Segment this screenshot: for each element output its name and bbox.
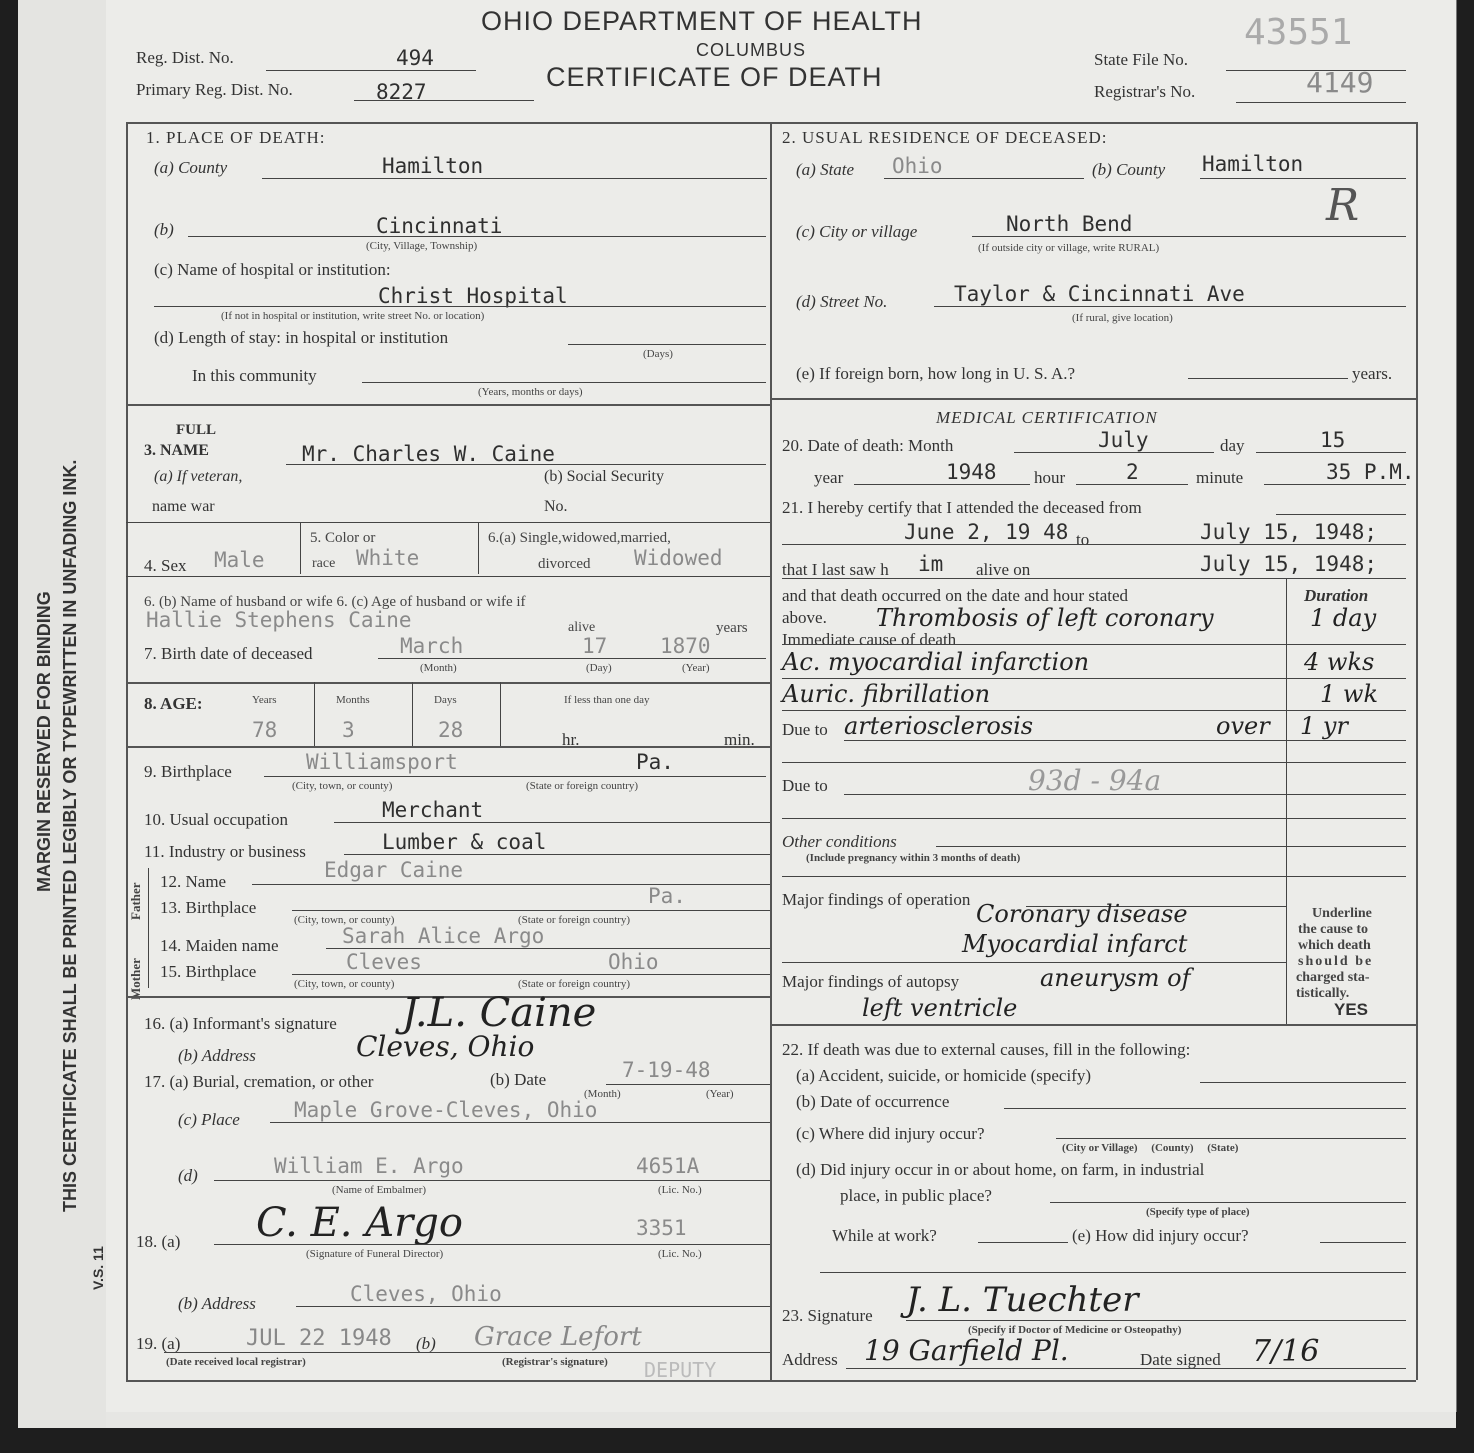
veteran-label: (a) If veteran, xyxy=(154,468,243,485)
mother-birth-label: 15. Birthplace xyxy=(160,962,257,981)
industry-value: Lumber & coal xyxy=(382,830,547,854)
color-marital-divider xyxy=(478,522,479,574)
certificate-form xyxy=(106,0,1457,1412)
operation-line-2 xyxy=(782,962,1286,963)
industry-line xyxy=(344,854,770,855)
age-divider-1 xyxy=(314,682,315,746)
age-years-label: Years xyxy=(252,694,277,706)
age-months: 3 xyxy=(342,718,355,742)
embalmer-line xyxy=(214,1180,770,1181)
burial-label: 17. (a) Burial, cremation, or other xyxy=(144,1072,374,1091)
embalmer-name: William E. Argo xyxy=(274,1154,464,1178)
father-tag: Father xyxy=(128,882,143,920)
death-hour-label: hour xyxy=(1034,468,1066,487)
age-days-label: Days xyxy=(434,694,457,706)
due-to-label-1: Due to xyxy=(782,720,828,739)
external-d-2: place, in public place? xyxy=(840,1186,992,1205)
medical-heading: MEDICAL CERTIFICATION xyxy=(936,408,1158,427)
name-war-label: name war xyxy=(152,498,215,515)
registrar-b-label: (b) xyxy=(416,1334,436,1353)
hospital-label: (c) Name of hospital or institution: xyxy=(154,260,391,279)
death-city-hint: (City, Village, Township) xyxy=(366,240,478,252)
res-street-hint: (If rural, give location) xyxy=(1072,312,1173,324)
operation-finding-2: Myocardial infarct xyxy=(962,930,1188,958)
father-name-label: 12. Name xyxy=(160,872,227,891)
binding-margin-text: MARGIN RESERVED FOR BINDING xyxy=(34,591,54,892)
duration-2: 4 wks xyxy=(1304,648,1375,676)
spouse-years-label: years xyxy=(716,620,748,636)
registrar-signature: Grace Lefort xyxy=(474,1322,642,1352)
death-county-value: Hamilton xyxy=(382,154,484,178)
color-label-2: race xyxy=(312,556,336,571)
res-state-line xyxy=(884,178,1084,179)
external-e: (e) How did injury occur? xyxy=(1072,1226,1249,1245)
father-birth-state: Pa. xyxy=(648,884,686,908)
funeral-signature: C. E. Argo xyxy=(256,1200,463,1246)
primary-reg-label: Primary Reg. Dist. No. xyxy=(136,80,293,99)
res-street-line xyxy=(934,306,1406,307)
other-line-2 xyxy=(782,876,1406,877)
autopsy-label: Major findings of autopsy xyxy=(782,972,960,991)
date-signed-label: Date signed xyxy=(1140,1350,1221,1369)
occupation-value: Merchant xyxy=(382,798,484,822)
cause-3: Auric. fibrillation xyxy=(782,680,991,708)
date-signed: 7/16 xyxy=(1252,1334,1320,1369)
external-b: (b) Date of occurrence xyxy=(796,1092,950,1111)
reg-dist-value: 494 xyxy=(396,46,434,70)
registrar-value: 4149 xyxy=(1306,66,1374,99)
binding-margin xyxy=(18,0,106,1428)
external-e-line-2 xyxy=(820,1272,1406,1273)
res-street-value: Taylor & Cincinnati Ave xyxy=(954,282,1245,306)
death-county-label: (a) County xyxy=(154,158,228,177)
external-c-line xyxy=(1056,1138,1406,1139)
above-label: above. xyxy=(782,608,827,627)
father-birth-line xyxy=(292,910,770,911)
res-city-hint: (If outside city or village, write RURAL) xyxy=(978,242,1160,254)
underline-note-c: which death xyxy=(1298,938,1371,953)
funeral-address-label: (b) Address xyxy=(178,1294,256,1313)
immediate-label: Immediate cause of death xyxy=(782,630,957,649)
birthplace-city: Williamsport xyxy=(306,750,458,774)
birthplace-state: Pa. xyxy=(636,750,674,774)
cause-4: arteriosclerosis xyxy=(844,712,1034,740)
stay-label: (d) Length of stay: in hospital or institution xyxy=(154,328,449,347)
form-right-border xyxy=(1416,122,1418,1380)
res-years-label: years. xyxy=(1352,364,1393,383)
deceased-name: Mr. Charles W. Caine xyxy=(302,442,555,466)
hospital-value: Christ Hospital xyxy=(378,284,568,308)
primary-reg-line xyxy=(354,100,534,101)
form-subtitle: CERTIFICATE OF DEATH xyxy=(546,62,883,92)
industry-label: 11. Industry or business xyxy=(144,842,306,861)
mother-maiden-label: 14. Maiden name xyxy=(160,936,279,955)
medical-bottom xyxy=(770,1024,1416,1026)
burial-month-hint: (Month) xyxy=(584,1088,621,1100)
form-left-border xyxy=(126,122,128,1380)
death-hour: 2 xyxy=(1126,460,1139,484)
alive-on-line xyxy=(782,578,1406,579)
sex-row-bottom xyxy=(126,576,770,577)
res-city-label: (c) City or village xyxy=(796,222,918,241)
res-county-label: (b) County xyxy=(1092,160,1166,179)
birth-year-hint: (Year) xyxy=(682,662,710,674)
external-a-line xyxy=(1200,1082,1406,1083)
color-value: White xyxy=(356,546,420,570)
color-label-1: 5. Color or xyxy=(310,530,376,546)
registrar-row-label: 19. (a) xyxy=(136,1334,181,1353)
form-title: OHIO DEPARTMENT OF HEALTH xyxy=(481,6,923,36)
parents-bracket xyxy=(148,868,149,988)
burial-place: Maple Grove-Cleves, Ohio xyxy=(294,1098,598,1122)
mother-birth-line xyxy=(292,974,770,975)
death-month: July xyxy=(1098,428,1149,452)
funeral-lic: 3351 xyxy=(636,1216,687,1240)
birth-day: 17 xyxy=(582,634,608,658)
marital-label-2: divorced xyxy=(538,556,591,572)
cause-code: 93d - 94a xyxy=(1028,764,1162,797)
registrar-line xyxy=(1236,102,1406,103)
community-hint: (Years, months or days) xyxy=(478,386,583,398)
death-city-value: Cincinnati xyxy=(376,214,503,238)
birthplace-line xyxy=(264,776,766,777)
primary-reg-value: 8227 xyxy=(376,80,427,104)
funeral-line xyxy=(214,1244,770,1245)
death-minute-label: minute xyxy=(1196,468,1244,487)
last-saw-him: im xyxy=(918,552,944,576)
registrar-deputy: DEPUTY xyxy=(644,1358,717,1382)
death-city-line xyxy=(188,236,766,237)
funeral-sig-hint: (Signature of Funeral Director) xyxy=(306,1248,444,1260)
external-e-line xyxy=(1320,1242,1406,1243)
cause-4-line xyxy=(844,740,1406,741)
funeral-address-line xyxy=(296,1306,770,1307)
cause-1: Thrombosis of left coronary xyxy=(876,604,1214,632)
spouse-value: Hallie Stephens Caine xyxy=(146,608,412,632)
embalmer-label: (d) xyxy=(178,1166,198,1185)
birth-date-label: 7. Birth date of deceased xyxy=(144,644,313,663)
death-month-line xyxy=(1014,452,1214,453)
age-divider-2 xyxy=(412,682,413,746)
embalmer-lic-hint: (Lic. No.) xyxy=(658,1184,702,1196)
duration-1: 1 day xyxy=(1310,604,1377,632)
underline-note-a: Underline xyxy=(1312,906,1372,921)
father-birth-hint-2: (State or foreign country) xyxy=(518,914,631,926)
due-to-label-2: Due to xyxy=(782,776,828,795)
physician-sig-hint: (Specify if Doctor of Medicine or Osteopathy) xyxy=(968,1324,1182,1336)
mother-maiden-line xyxy=(326,948,770,949)
last-saw-label: that I last saw h xyxy=(782,560,889,579)
external-c-hint: (City or Village) (County) (State) xyxy=(1062,1142,1239,1154)
min-label: min. xyxy=(724,730,755,749)
name-label: 3. NAME xyxy=(144,442,209,459)
age-label: 8. AGE: xyxy=(144,694,203,713)
age-months-label: Months xyxy=(336,694,370,706)
external-d-line xyxy=(1050,1202,1406,1203)
sex-value: Male xyxy=(214,548,265,572)
cause-1-line xyxy=(782,644,1406,645)
death-date-label: 20. Date of death: Month xyxy=(782,436,954,455)
registrar-date-hint: (Date received local registrar) xyxy=(166,1356,306,1368)
external-d-hint: (Specify type of place) xyxy=(1146,1206,1250,1218)
underline-note-e: charged sta- xyxy=(1296,970,1370,985)
birth-date-line xyxy=(378,658,766,659)
birthplace-hint-2: (State or foreign country) xyxy=(526,780,639,792)
form-bottom-border xyxy=(126,1380,1416,1382)
form-city: COLUMBUS xyxy=(696,40,807,60)
death-day-label: day xyxy=(1220,436,1245,455)
registrar-label: Registrar's No. xyxy=(1094,82,1196,101)
death-year: 1948 xyxy=(946,460,997,484)
veteran-row-bottom xyxy=(126,522,770,523)
death-day-line xyxy=(1256,452,1406,453)
funeral-label: 18. (a) xyxy=(136,1232,181,1251)
community-label: In this community xyxy=(192,366,317,385)
death-minute: 35 P.M. xyxy=(1326,460,1415,484)
burial-date-label: (b) Date xyxy=(490,1070,547,1089)
cause-2-line xyxy=(782,678,1406,679)
marital-label-1: 6.(a) Single,widowed,married, xyxy=(488,530,671,546)
cause-4b: over xyxy=(1216,712,1270,740)
underline-note-f: tistically. xyxy=(1296,986,1350,1001)
cause-4-line-2 xyxy=(782,762,1406,763)
mother-birth-hint-1: (City, town, or county) xyxy=(294,978,395,990)
spouse-label: 6. (b) Name of husband or wife 6. (c) Age of husband or wife if xyxy=(144,594,526,610)
res-city-line xyxy=(972,236,1406,237)
state-file-label: State File No. xyxy=(1094,50,1188,69)
physician-sig-line xyxy=(906,1320,1406,1321)
res-foreign-line xyxy=(1188,378,1348,379)
operation-label: Major findings of operation xyxy=(782,890,971,909)
alive-on-date: July 15, 1948; xyxy=(1200,552,1378,576)
stay-line xyxy=(568,344,766,345)
res-initials: R xyxy=(1326,180,1360,231)
father-name-line xyxy=(252,884,770,885)
name-line xyxy=(286,464,766,465)
ink-instruction-text: THIS CERTIFICATE SHALL BE PRINTED LEGIBLY OR TYPEWRITTEN IN UNFADING INK. xyxy=(60,459,80,1212)
reg-dist-label: Reg. Dist. No. xyxy=(136,48,234,67)
birth-row-bottom xyxy=(126,682,770,684)
father-birth-hint-1: (City, town, or county) xyxy=(294,914,395,926)
attend-from: June 2, 19 48 xyxy=(904,520,1069,544)
death-year-line xyxy=(854,484,1030,485)
physician-address: 19 Garfield Pl. xyxy=(864,1334,1069,1367)
stamp-number: 43551 xyxy=(1244,12,1353,53)
other-conditions-label: Other conditions xyxy=(782,832,897,851)
funeral-address: Cleves, Ohio xyxy=(350,1282,502,1306)
external-b-line xyxy=(1004,1108,1406,1109)
physician-address-line xyxy=(846,1368,1406,1369)
section-2-bottom xyxy=(770,398,1416,400)
document-sheet xyxy=(18,0,1456,1428)
burial-date-line xyxy=(606,1084,770,1085)
attend-label: 21. I hereby certify that I attended the deceased from xyxy=(782,498,1142,517)
other-hint: (Include pregnancy within 3 months of death) xyxy=(806,852,1021,864)
external-heading: 22. If death was due to external causes, fill in the following: xyxy=(782,1040,1191,1059)
alive-label: alive xyxy=(568,620,596,635)
due-to-2-line-2 xyxy=(782,818,1406,819)
attend-line-b xyxy=(782,544,1406,545)
informant-signature: J.L. Caine xyxy=(402,990,597,1036)
res-street-label: (d) Street No. xyxy=(796,292,888,311)
ssn-no: No. xyxy=(544,498,568,515)
physician-address-label: Address xyxy=(782,1350,838,1369)
marital-value: Widowed xyxy=(634,546,723,570)
cause-3-line xyxy=(782,710,1406,711)
burial-place-label: (c) Place xyxy=(178,1110,240,1129)
age-row-bottom xyxy=(126,746,770,748)
external-work: While at work? xyxy=(832,1226,937,1245)
mother-birth-hint-2: (State or foreign country) xyxy=(518,978,631,990)
underline-note-b: the cause to xyxy=(1298,922,1368,937)
registrar-line xyxy=(164,1352,770,1353)
burial-place-line xyxy=(270,1122,770,1123)
res-county-value: Hamilton xyxy=(1202,152,1304,176)
registrar-sig-hint: (Registrar's signature) xyxy=(502,1356,608,1368)
res-state-value: Ohio xyxy=(892,154,943,178)
funeral-lic-hint: (Lic. No.) xyxy=(658,1248,702,1260)
father-name: Edgar Caine xyxy=(324,858,464,882)
operation-finding-1: Coronary disease xyxy=(976,900,1188,928)
residence-heading: 2. USUAL RESIDENCE OF DECEASED: xyxy=(782,128,1108,147)
community-line xyxy=(362,382,766,383)
mother-tag: Mother xyxy=(128,958,143,1000)
res-foreign-label: (e) If foreign born, how long in U. S. A.? xyxy=(796,364,1076,383)
hr-label: hr. xyxy=(562,730,580,749)
res-city-value: North Bend xyxy=(1006,212,1133,236)
burial-year-hint: (Year) xyxy=(706,1088,734,1100)
ssn-label: (b) Social Security xyxy=(544,468,664,485)
hospital-line xyxy=(154,306,766,307)
death-minute-line xyxy=(1264,484,1406,485)
father-birth-label: 13. Birthplace xyxy=(160,898,257,917)
external-work-line xyxy=(978,1242,1068,1243)
occurred-label: and that death occurred on the date and hour stated xyxy=(782,586,1129,605)
full-label: FULL xyxy=(176,422,217,438)
mother-birth-state: Ohio xyxy=(608,950,659,974)
form-code: V.S. 11 xyxy=(90,1246,106,1290)
less-day-label: If less than one day xyxy=(564,694,650,706)
embalmer-hint: (Name of Embalmer) xyxy=(332,1184,427,1196)
mother-maiden: Sarah Alice Argo xyxy=(342,924,545,948)
occupation-label: 10. Usual occupation xyxy=(144,810,288,829)
external-a: (a) Accident, suicide, or homicide (specify) xyxy=(796,1066,1092,1085)
alive-on-label: alive on xyxy=(976,560,1031,579)
duration-label: Duration xyxy=(1304,586,1369,605)
place-of-death-heading: 1. PLACE OF DEATH: xyxy=(146,128,326,147)
birth-month-hint: (Month) xyxy=(420,662,457,674)
age-years: 78 xyxy=(252,718,278,742)
registrar-date-received: JUL 22 1948 xyxy=(246,1326,392,1351)
underline-note-d: should be xyxy=(1298,954,1374,969)
informant-address-label: (b) Address xyxy=(178,1046,256,1065)
form-center-divider xyxy=(770,122,772,1380)
autopsy-finding-2: left ventricle xyxy=(862,994,1018,1022)
physician-sig-label: 23. Signature xyxy=(782,1306,873,1325)
informant-sig-label: 16. (a) Informant's signature xyxy=(144,1014,337,1033)
hospital-hint: (If not in hospital or institution, write street No. or location) xyxy=(221,310,485,322)
sex-label: 4. Sex xyxy=(144,556,187,575)
death-year-label: year xyxy=(814,468,844,487)
birth-year: 1870 xyxy=(660,634,711,658)
death-county-line xyxy=(262,178,767,179)
occupation-line xyxy=(334,822,770,823)
burial-date: 7-19-48 xyxy=(622,1058,711,1082)
autopsy-yes: YES xyxy=(1334,1000,1369,1019)
age-divider-3 xyxy=(500,682,501,746)
birthplace-label: 9. Birthplace xyxy=(144,762,232,781)
attend-line-a xyxy=(1276,514,1406,515)
res-state-label: (a) State xyxy=(796,160,855,179)
section-1-bottom xyxy=(126,404,770,406)
birth-day-hint: (Day) xyxy=(586,662,612,674)
duration-4: 1 yr xyxy=(1300,712,1348,740)
res-county-line xyxy=(1200,178,1406,179)
duration-3: 1 wk xyxy=(1320,680,1378,708)
informant-address: Cleves, Ohio xyxy=(356,1030,535,1063)
days-hint: (Days) xyxy=(643,348,673,360)
sex-color-divider xyxy=(300,522,301,574)
physician-signature: J. L. Tuechter xyxy=(906,1280,1139,1320)
attend-to-label: to xyxy=(1076,530,1090,549)
cause-2: Ac. myocardial infarction xyxy=(782,648,1090,676)
external-d-1: (d) Did injury occur in or about home, on farm, in industrial xyxy=(796,1160,1205,1179)
autopsy-finding-1: aneurysm of xyxy=(1040,964,1191,992)
embalmer-lic: 4651A xyxy=(636,1154,700,1178)
other-line xyxy=(936,846,1406,847)
birthplace-hint-1: (City, town, or county) xyxy=(292,780,393,792)
external-c: (c) Where did injury occur? xyxy=(796,1124,985,1143)
attend-to: July 15, 1948; xyxy=(1200,520,1378,544)
age-days: 28 xyxy=(438,718,464,742)
death-hour-line xyxy=(1076,484,1188,485)
due-to-2-line xyxy=(844,794,1406,795)
mother-birth-city: Cleves xyxy=(346,950,422,974)
death-day: 15 xyxy=(1320,428,1346,452)
reg-dist-line xyxy=(266,70,476,71)
birth-month: March xyxy=(400,634,464,658)
death-city-label: (b) xyxy=(154,220,174,239)
